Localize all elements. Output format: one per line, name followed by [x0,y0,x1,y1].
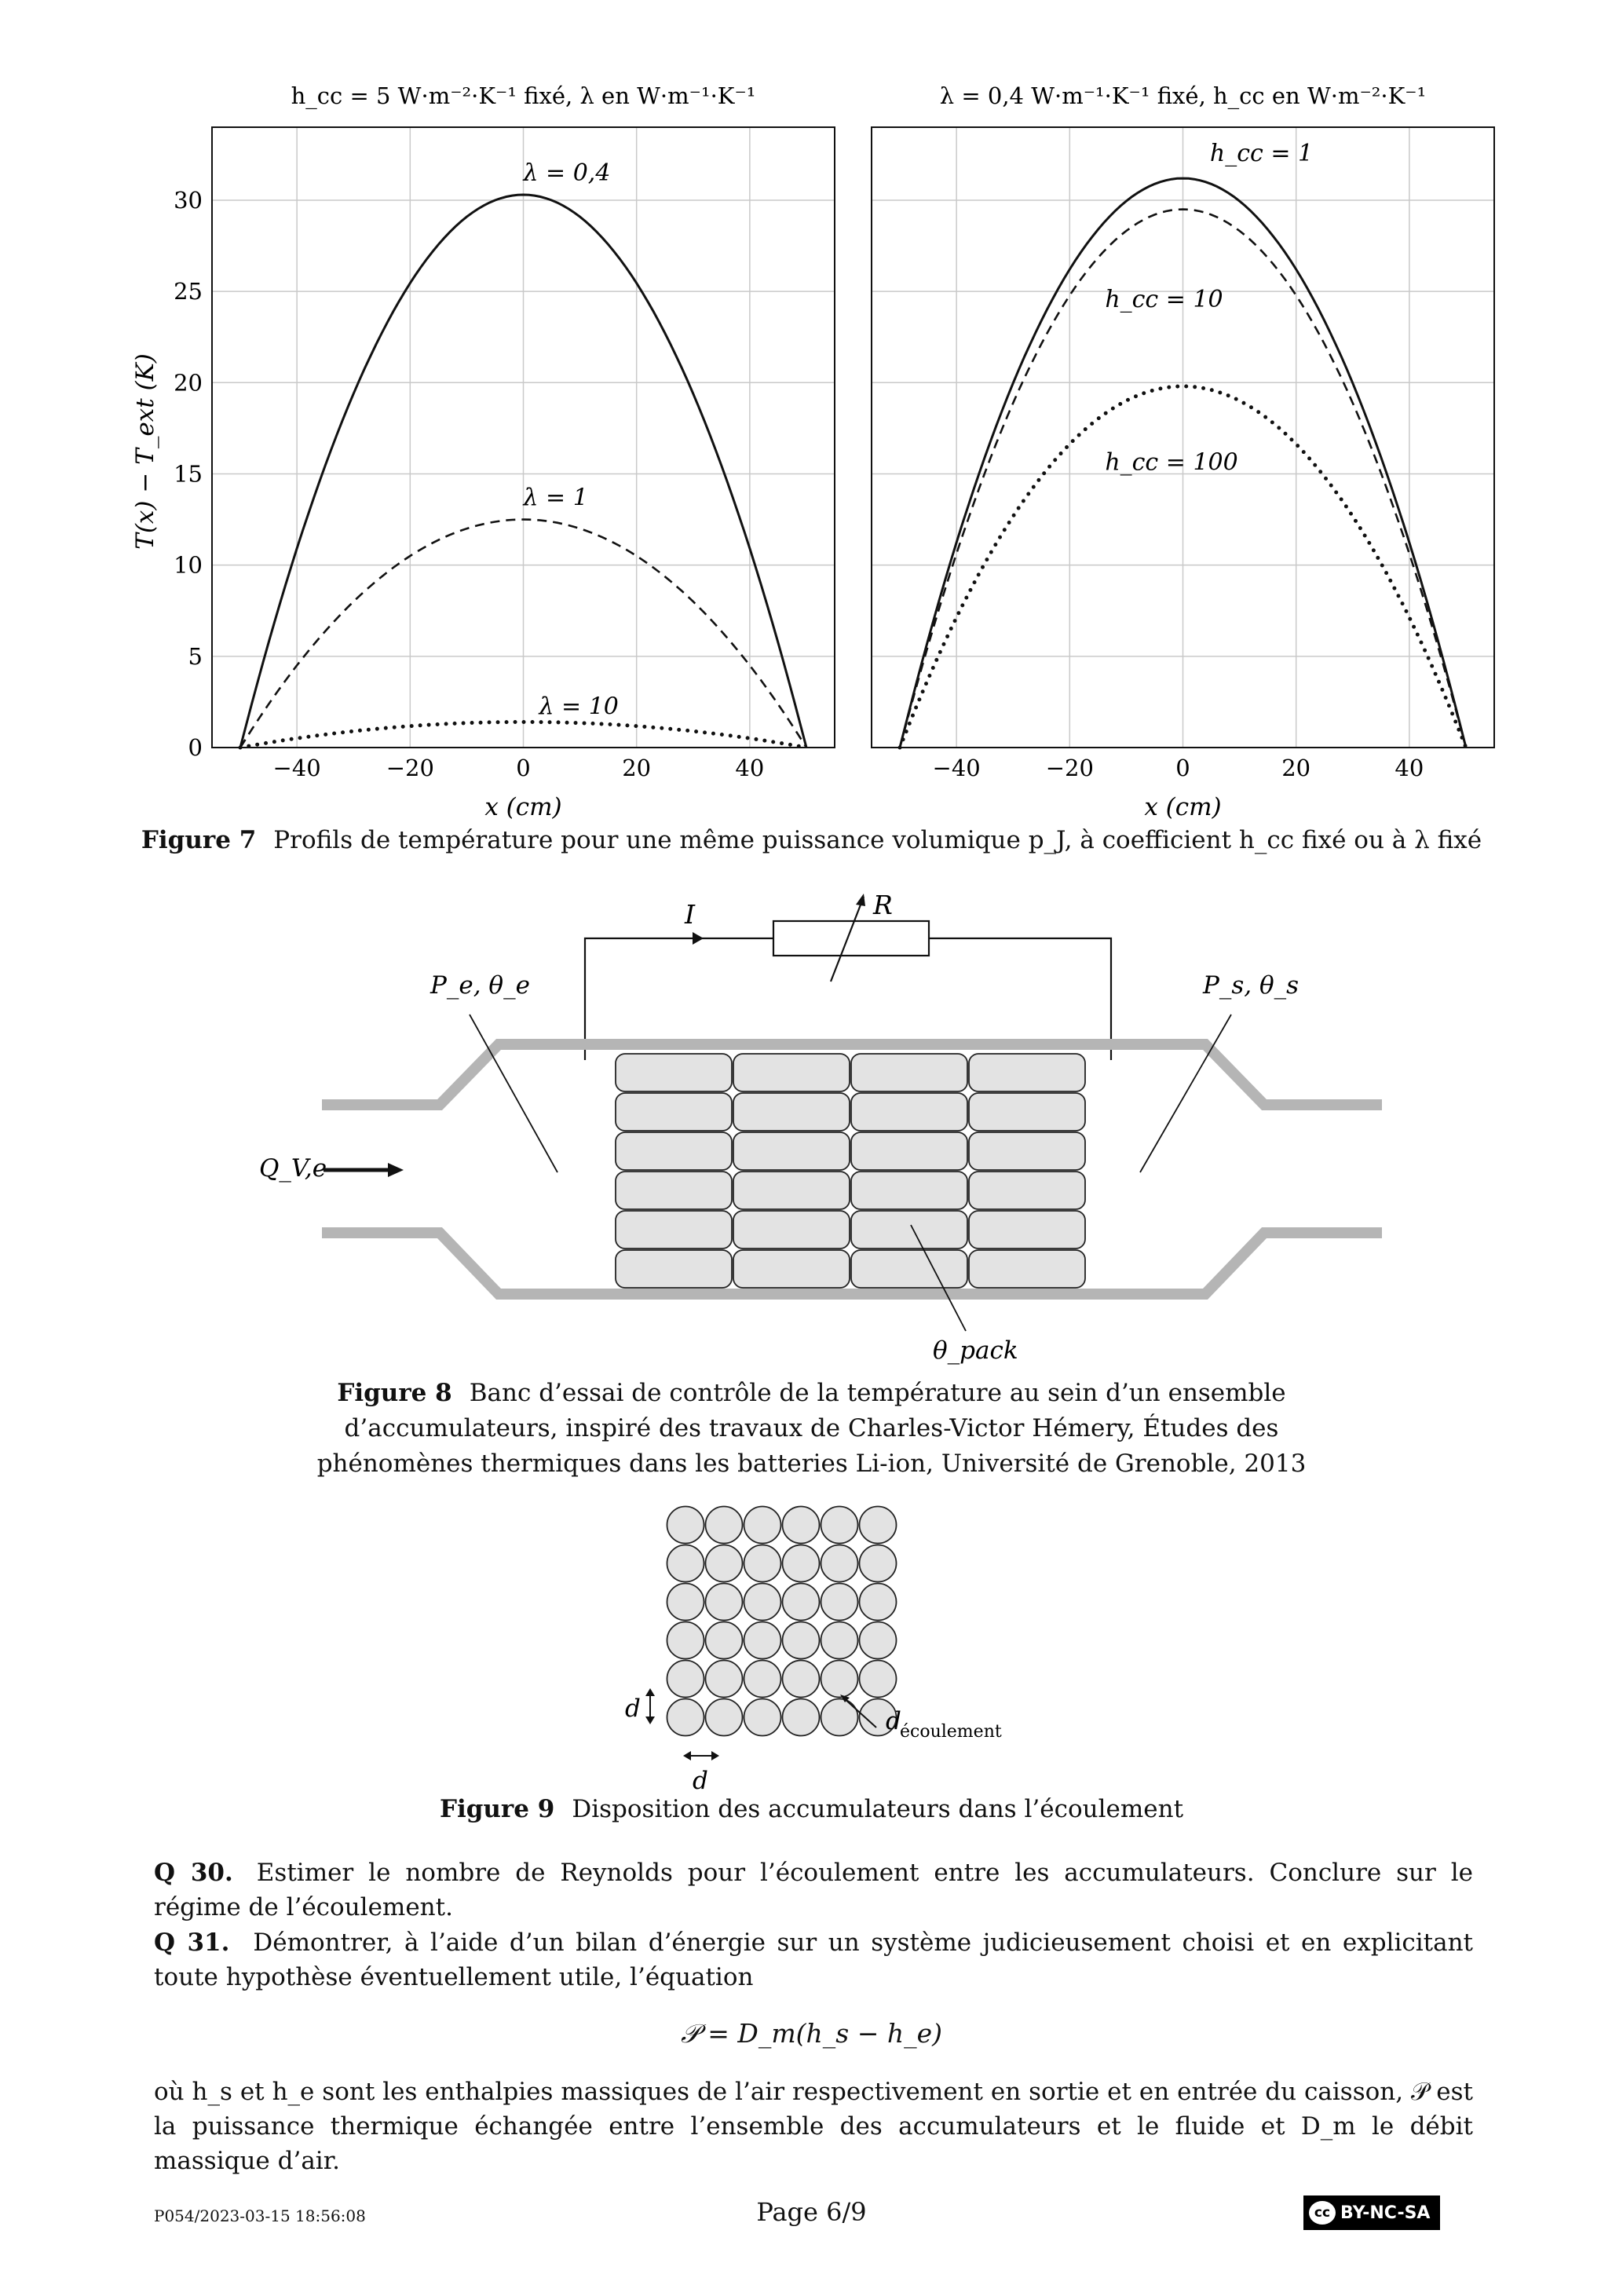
chart-title: λ = 0,4 W·m⁻¹·K⁻¹ fixé, h_cc en W·m⁻²·K⁻¹ [939,82,1427,109]
y-tick-label: 25 [174,278,203,305]
figure-8 [0,879,1623,1366]
battery-cell [851,1132,967,1170]
cell-circle [783,1545,820,1582]
cell-circle [667,1584,704,1621]
battery-cell [616,1211,732,1249]
series-label: h_cc = 10 [1105,286,1223,314]
battery-cell [851,1054,967,1091]
cell-circle [783,1584,820,1621]
cell-circle [744,1622,781,1659]
cell-circle [667,1507,704,1544]
page-number: Page 6/9 [756,2197,867,2227]
cell-circle [706,1507,743,1544]
resistor-arrowhead [856,894,865,906]
figure-9-caption [0,1792,1623,1827]
y-tick-label: 15 [174,460,203,488]
x-tick-label: 40 [1395,755,1424,781]
cell-circle [667,1699,704,1736]
series-label: h_cc = 1 [1209,140,1314,168]
resistor [773,921,929,956]
battery-cell [969,1211,1085,1249]
x-tick-label: 40 [735,755,765,781]
cell-circle [860,1622,897,1659]
series-label: λ = 1 [523,484,588,512]
battery-cell [969,1132,1085,1170]
figure-8-caption-line1: Banc d’essai de contrôle de la température au sein d’un ensemble [469,1379,1286,1407]
series-label: h_cc = 100 [1105,448,1238,477]
cell-circle [744,1545,781,1582]
battery-cell [851,1250,967,1288]
cell-circle [667,1545,704,1582]
x-tick-label: −40 [272,755,321,781]
battery-cell [616,1132,732,1170]
y-tick-label: 30 [174,186,203,214]
battery-cell [969,1172,1085,1209]
figure-7-caption-text: Profils de température pour une même puissance volumique p_J, à coefficient h_cc fixé ou à λ fixé [273,826,1482,854]
footer-timestamp: P054/2023-03-15 18:56:08 [154,2206,366,2225]
cell-circle [667,1622,704,1659]
cell-circle [860,1507,897,1544]
question-31-label: Q 31. [154,1929,230,1957]
figure-9 [0,1492,1623,1806]
figure-8-caption-line2: d’accumulateurs, inspiré des travaux de Charles-Victor Hémery, Études des [344,1413,1279,1442]
cell-circle [744,1584,781,1621]
arrow-up-icon [645,1688,655,1696]
series-label: λ = 0,4 [523,159,611,187]
battery-cell [969,1093,1085,1131]
question-31 [154,1925,1473,1994]
x-tick-label: −40 [932,755,981,781]
series-label: λ = 10 [539,693,619,721]
arrow-left-icon [683,1751,691,1760]
cell-circle [821,1622,858,1659]
cc-icon: cc [1309,2201,1336,2225]
cell-grid [667,1507,897,1736]
label-outlet: P_s, θ_s [1203,971,1299,1000]
battery-cell [733,1054,850,1091]
battery-cell [733,1250,850,1288]
label-current: I [685,899,696,930]
equation: 𝒫 = D_m(h_s − h_e) [680,2018,943,2049]
x-tick-label: 20 [622,755,652,781]
label-resistance: R [873,890,893,920]
cell-circle [783,1699,820,1736]
cell-circle [706,1661,743,1698]
battery-cell [616,1172,732,1209]
x-tick-label: 0 [1175,755,1190,781]
x-tick-label: 20 [1281,755,1311,781]
cell-circle [860,1545,897,1582]
y-axis-label: T(x) − T_ext (K) [131,353,159,550]
battery-cell [733,1132,850,1170]
battery-cell [851,1172,967,1209]
license-badge [1303,2195,1440,2230]
flow-arrow-icon [388,1163,404,1177]
cell-circle [783,1661,820,1698]
label-inlet: P_e, θ_e [430,971,530,1000]
leader-lines [470,1015,1231,1331]
x-tick-label: −20 [386,755,434,781]
battery-cell [616,1093,732,1131]
label-pack-temperature: θ_pack [933,1336,1018,1365]
y-tick-label: 20 [174,369,203,397]
battery-cell [733,1172,850,1209]
chart-right [872,82,1494,821]
figure-8-caption [0,1376,1623,1482]
figure-9-caption-text: Disposition des accumulateurs dans l’écoulement [572,1795,1184,1823]
y-tick-label: 5 [188,642,203,670]
figure-8-label: Figure 8 [337,1379,452,1407]
figure-7-caption [0,823,1623,858]
battery-cell [616,1250,732,1288]
label-d-horizontal: d [693,1767,708,1795]
battery-cell [969,1054,1085,1091]
cell-circle [821,1584,858,1621]
license-text: BY-NC-SA [1340,2203,1431,2223]
question-31-text: Démontrer, à l’aide d’un bilan d’énergie sur un système judicieusement choisi et en explicitant toute hypothèse éventuellement utile, l’équation [154,1929,1474,1992]
label-d-flow-sub: écoulement [900,1722,1002,1742]
cell-circle [706,1622,743,1659]
figure-7-label: Figure 7 [141,826,257,854]
cell-circle [783,1622,820,1659]
chart-left [174,82,835,821]
battery-cell [969,1250,1085,1288]
figure-7 [0,0,1623,832]
label-d-vertical: d [625,1695,641,1723]
cell-circle [706,1545,743,1582]
cell-circle [821,1507,858,1544]
battery-pack [616,1054,1085,1288]
x-axis-label: x (cm) [484,793,562,821]
cell-circle [744,1507,781,1544]
cell-circle [667,1661,704,1698]
x-tick-label: −20 [1045,755,1094,781]
cell-circle [821,1699,858,1736]
battery-cell [851,1093,967,1131]
cell-circle [744,1661,781,1698]
cell-circle [706,1584,743,1621]
question-31-followup: où h_s et h_e sont les enthalpies massiques de l’air respectivement en sortie et en entrée du caisson, 𝒫 est la puissance thermique échangée entre l’ensemble des accumulateurs et le fluide et D_m le débit massique d’air. [154,2078,1473,2176]
figure-8-caption-line3: phénomènes thermiques dans les batteries Li-ion, Université de Grenoble, 2013 [316,1449,1307,1478]
label-d-flow: d [886,1707,901,1735]
chart-title: h_cc = 5 W·m⁻²·K⁻¹ fixé, λ en W·m⁻¹·K⁻¹ [291,82,756,109]
arrow-down-icon [645,1717,655,1724]
battery-cell [733,1211,850,1249]
question-30-text: Estimer le nombre de Reynolds pour l’écoulement entre les accumulateurs. Conclure sur le régime de l’écoulement. [154,1859,1473,1922]
battery-cell [616,1054,732,1091]
battery-cell [733,1093,850,1131]
question-30 [154,1855,1473,1925]
circuit [585,897,1111,1060]
cell-circle [821,1661,858,1698]
current-arrow-icon [693,932,704,945]
battery-cell [851,1211,967,1249]
cell-circle [821,1545,858,1582]
y-tick-label: 0 [188,734,203,761]
cell-circle [744,1699,781,1736]
figure-9-label: Figure 9 [439,1795,555,1823]
question-30-label: Q 30. [154,1859,233,1887]
cell-circle [706,1699,743,1736]
cell-circle [860,1661,897,1698]
arrow-right-icon [711,1751,719,1760]
cell-circle [783,1507,820,1544]
x-axis-label: x (cm) [1144,793,1222,821]
x-tick-label: 0 [516,755,531,781]
label-flow-rate: Q_V,e [259,1154,327,1183]
cell-circle [860,1584,897,1621]
y-tick-label: 10 [174,551,203,579]
